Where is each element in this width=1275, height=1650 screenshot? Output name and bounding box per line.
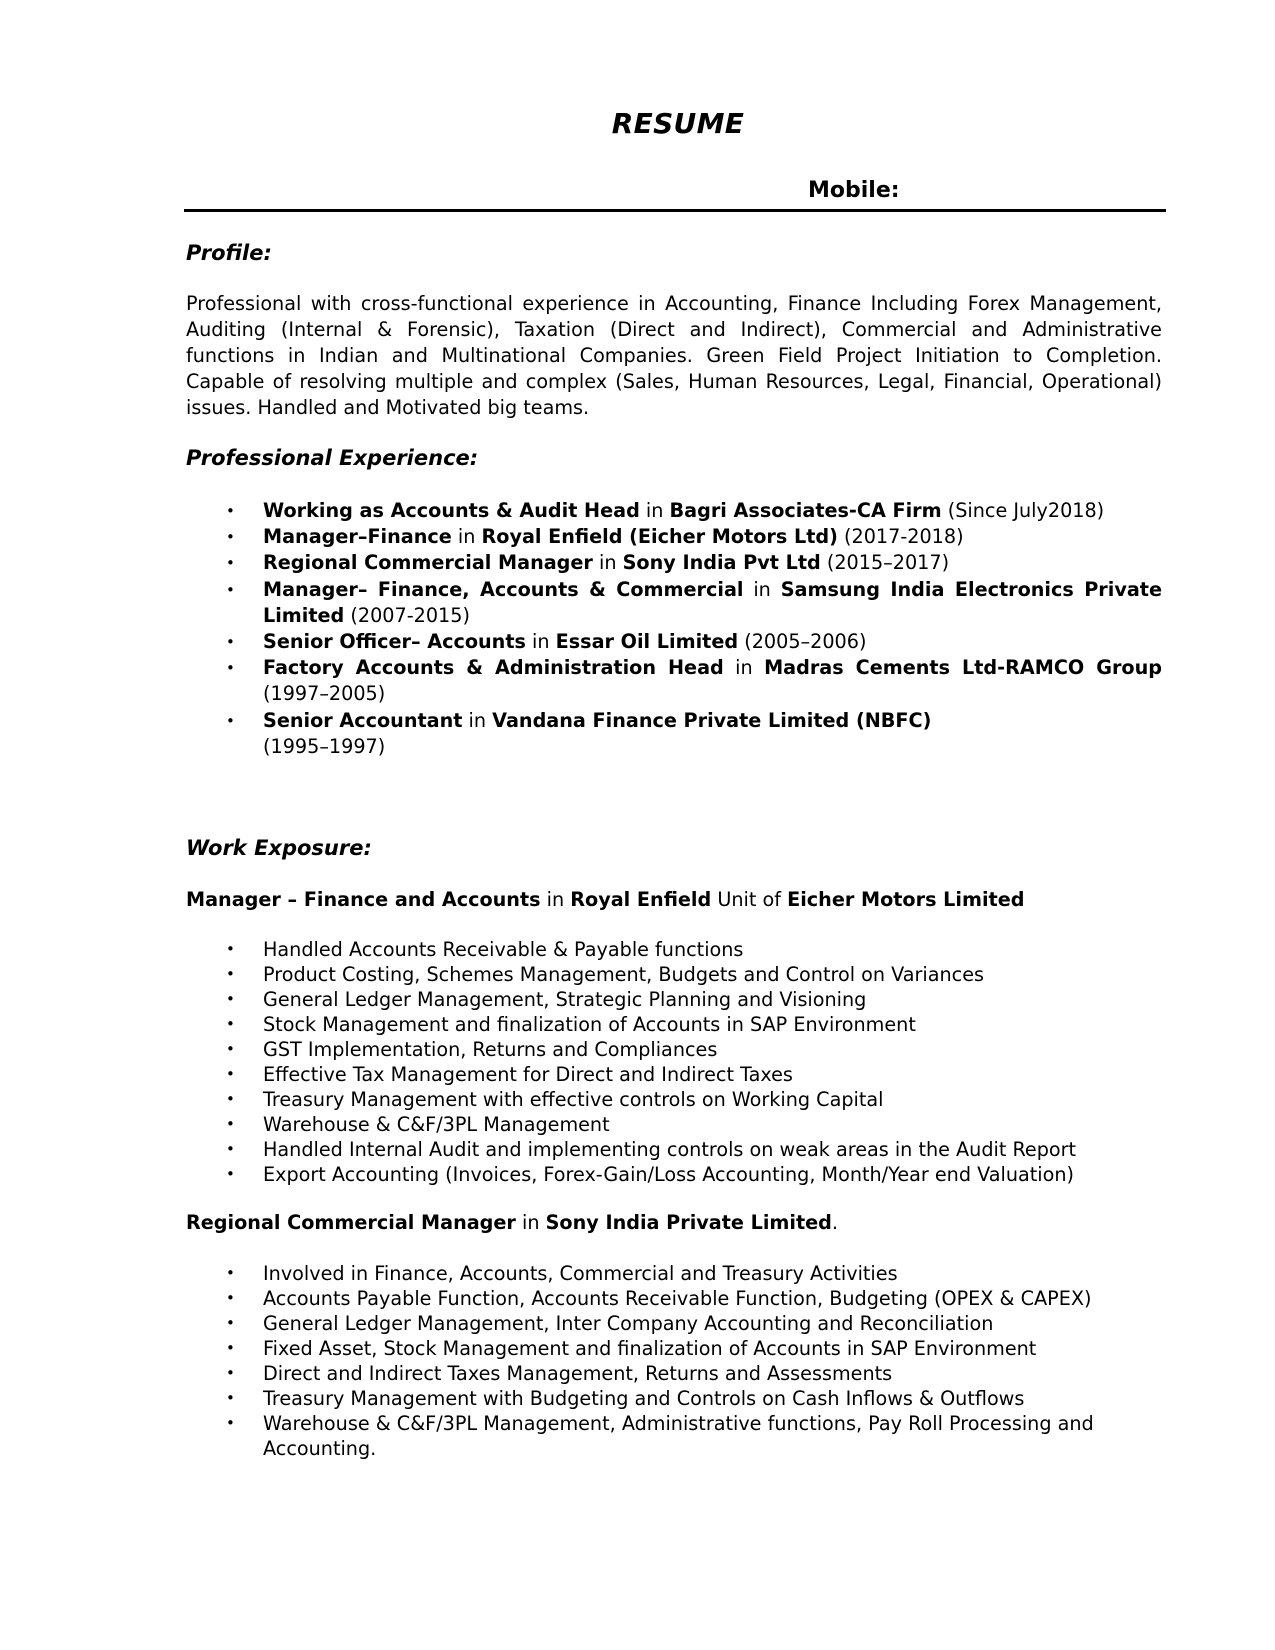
experience-heading: Professional Experience: (186, 446, 479, 470)
duty-text: Involved in Finance, Accounts, Commercial and Treasury Activities (263, 1262, 898, 1285)
duty-text: Effective Tax Management for Direct and Indirect Taxes (263, 1063, 793, 1086)
job-period: (2005–2006) (738, 630, 867, 654)
role-heading-sony (186, 1211, 838, 1234)
role-heading-royal-enfield (186, 888, 1024, 911)
duty-text: Warehouse & C&F/3PL Management, Administrative functions, Pay Roll Processing and Accounting. (263, 1412, 1094, 1460)
bullet-icon: • (226, 940, 235, 958)
job-role: Manager–Finance (263, 525, 452, 549)
duty-item (186, 1162, 1162, 1187)
duty-item (186, 1311, 1162, 1336)
role-title: Manager – Finance and Accounts (186, 888, 541, 911)
connector: in (743, 577, 781, 601)
bullet-icon: • (226, 965, 235, 983)
role-company: Sony India Private Limited (545, 1211, 832, 1234)
duty-item (186, 1361, 1162, 1386)
duty-item (186, 1112, 1162, 1137)
bullet-icon: • (226, 1389, 235, 1407)
duty-item (186, 1137, 1162, 1162)
connector: in (462, 708, 493, 732)
bullet-icon: • (226, 1414, 235, 1432)
bullet-icon: • (226, 1090, 235, 1108)
duty-item (186, 1087, 1162, 1112)
role-unit: Royal Enfield (570, 888, 712, 911)
bullet-icon: • (226, 711, 235, 730)
duty-text: General Ledger Management, Strategic Planning and Visioning (263, 988, 867, 1011)
connector: in (451, 525, 482, 549)
experience-item (186, 577, 1162, 629)
duty-item (186, 1037, 1162, 1062)
duty-text: Handled Accounts Receivable & Payable functions (263, 938, 744, 961)
job-role: Manager– Finance, Accounts & Commercial (263, 577, 744, 601)
experience-item (186, 550, 1162, 576)
bullet-icon: • (226, 1040, 235, 1058)
royal-enfield-duties (186, 937, 1162, 1187)
sony-duties (186, 1261, 1162, 1461)
document-title-text: RESUME (611, 107, 745, 140)
job-period: (Since July2018) (941, 499, 1105, 522)
work-exposure-heading: Work Exposure: (186, 836, 372, 860)
experience-item (186, 524, 1162, 550)
bullet-icon: • (226, 580, 235, 599)
job-period: (1995–1997) (263, 734, 386, 758)
job-period: (2017-2018) (837, 525, 964, 549)
profile-summary: Professional with cross-functional experience in Accounting, Finance Including Forex Management, Auditing (Internal & Forensic), Taxation (Direct and Indirect), Commercial and Administrative functions in Indian and Multinational Companies. Green Field Project Initiation to Completion. Capable of resolving multiple and complex (Sales, Human Resources, Legal, Financial, Operational) issues. Handled and Motivated big teams. (186, 292, 1162, 419)
suffix: . (831, 1211, 839, 1234)
bullet-icon: • (226, 1314, 235, 1332)
duty-item (186, 987, 1162, 1012)
mobile-label: Mobile: (808, 178, 900, 203)
job-role: Factory Accounts & Administration Head (263, 656, 724, 680)
duty-item (186, 1411, 1162, 1461)
bullet-icon: • (226, 528, 235, 547)
duty-text: Warehouse & C&F/3PL Management (263, 1113, 610, 1136)
document-title (186, 107, 1164, 140)
connector: in (723, 656, 765, 680)
duty-item (186, 937, 1162, 962)
experience-item (186, 655, 1162, 707)
duty-text: Treasury Management with Budgeting and Controls on Cash Inflows & Outflows (263, 1387, 1025, 1410)
bullet-icon: • (226, 1140, 235, 1158)
bullet-icon: • (226, 659, 235, 678)
connector: in (525, 630, 556, 654)
bullet-icon: • (226, 1289, 235, 1307)
bullet-icon: • (226, 990, 235, 1008)
duty-text: Handled Internal Audit and implementing controls on weak areas in the Audit Report (263, 1138, 1077, 1161)
duty-item (186, 1062, 1162, 1087)
duty-item (186, 1286, 1162, 1311)
duty-text: Accounts Payable Function, Accounts Receivable Function, Budgeting (OPEX & CAPEX) (263, 1287, 1092, 1310)
bullet-icon: • (226, 1065, 235, 1083)
connector: in (592, 551, 623, 575)
company-name: Royal Enfield (Eicher Motors Ltd) (481, 525, 838, 549)
duty-text: Treasury Management with effective controls on Working Capital (263, 1088, 884, 1111)
role-title: Regional Commercial Manager (186, 1211, 516, 1234)
bullet-icon: • (226, 1364, 235, 1382)
profile-heading: Profile: (186, 241, 272, 265)
bullet-icon: • (226, 633, 235, 652)
bullet-icon: • (226, 1015, 235, 1033)
job-period: (2007-2015) (344, 603, 470, 627)
company-name: Sony India Pvt Ltd (622, 551, 821, 575)
job-role: Senior Officer– Accounts (263, 630, 526, 654)
experience-item (186, 708, 1162, 760)
duty-item (186, 1261, 1162, 1286)
connector: in (515, 1211, 546, 1234)
bullet-icon: • (226, 1115, 235, 1133)
duty-item (186, 1386, 1162, 1411)
company-name: Bagri Associates-CA Firm (669, 499, 942, 522)
job-period: (1997–2005) (263, 682, 386, 706)
duty-text: General Ledger Management, Inter Company Accounting and Reconciliation (263, 1312, 994, 1335)
duty-text: Product Costing, Schemes Management, Budgets and Control on Variances (263, 963, 985, 986)
company-name: Samsung India Electronics Private Limited (263, 577, 1162, 627)
experience-list (186, 498, 1162, 760)
connector: in (540, 888, 571, 911)
duty-item (186, 962, 1162, 987)
bullet-icon: • (226, 1339, 235, 1357)
company-name: Madras Cements Ltd-RAMCO Group (764, 656, 1162, 680)
duty-text: Export Accounting (Invoices, Forex-Gain/Loss Accounting, Month/Year end Valuation) (263, 1163, 1074, 1186)
connector: in (639, 499, 670, 522)
job-role: Senior Accountant (263, 708, 463, 732)
duty-item (186, 1336, 1162, 1361)
job-role: Regional Commercial Manager (263, 551, 593, 575)
experience-item (186, 629, 1162, 655)
header-divider (184, 209, 1166, 212)
company-name: Essar Oil Limited (555, 630, 739, 654)
duty-item (186, 1012, 1162, 1037)
bullet-icon: • (226, 502, 235, 520)
duty-text: Fixed Asset, Stock Management and finalization of Accounts in SAP Environment (263, 1337, 1037, 1360)
bullet-icon: • (226, 1165, 235, 1183)
role-company: Eicher Motors Limited (787, 888, 1025, 911)
job-period: (2015–2017) (820, 551, 950, 575)
connector: Unit of (711, 888, 788, 911)
experience-item (186, 498, 1162, 524)
bullet-icon: • (226, 554, 235, 573)
bullet-icon: • (226, 1264, 235, 1282)
duty-text: Stock Management and finalization of Accounts in SAP Environment (263, 1013, 916, 1036)
duty-text: Direct and Indirect Taxes Management, Returns and Assessments (263, 1362, 893, 1385)
job-role: Working as Accounts & Audit Head (263, 499, 640, 522)
duty-text: GST Implementation, Returns and Compliances (263, 1038, 718, 1061)
company-name: Vandana Finance Private Limited (NBFC) (492, 708, 932, 732)
